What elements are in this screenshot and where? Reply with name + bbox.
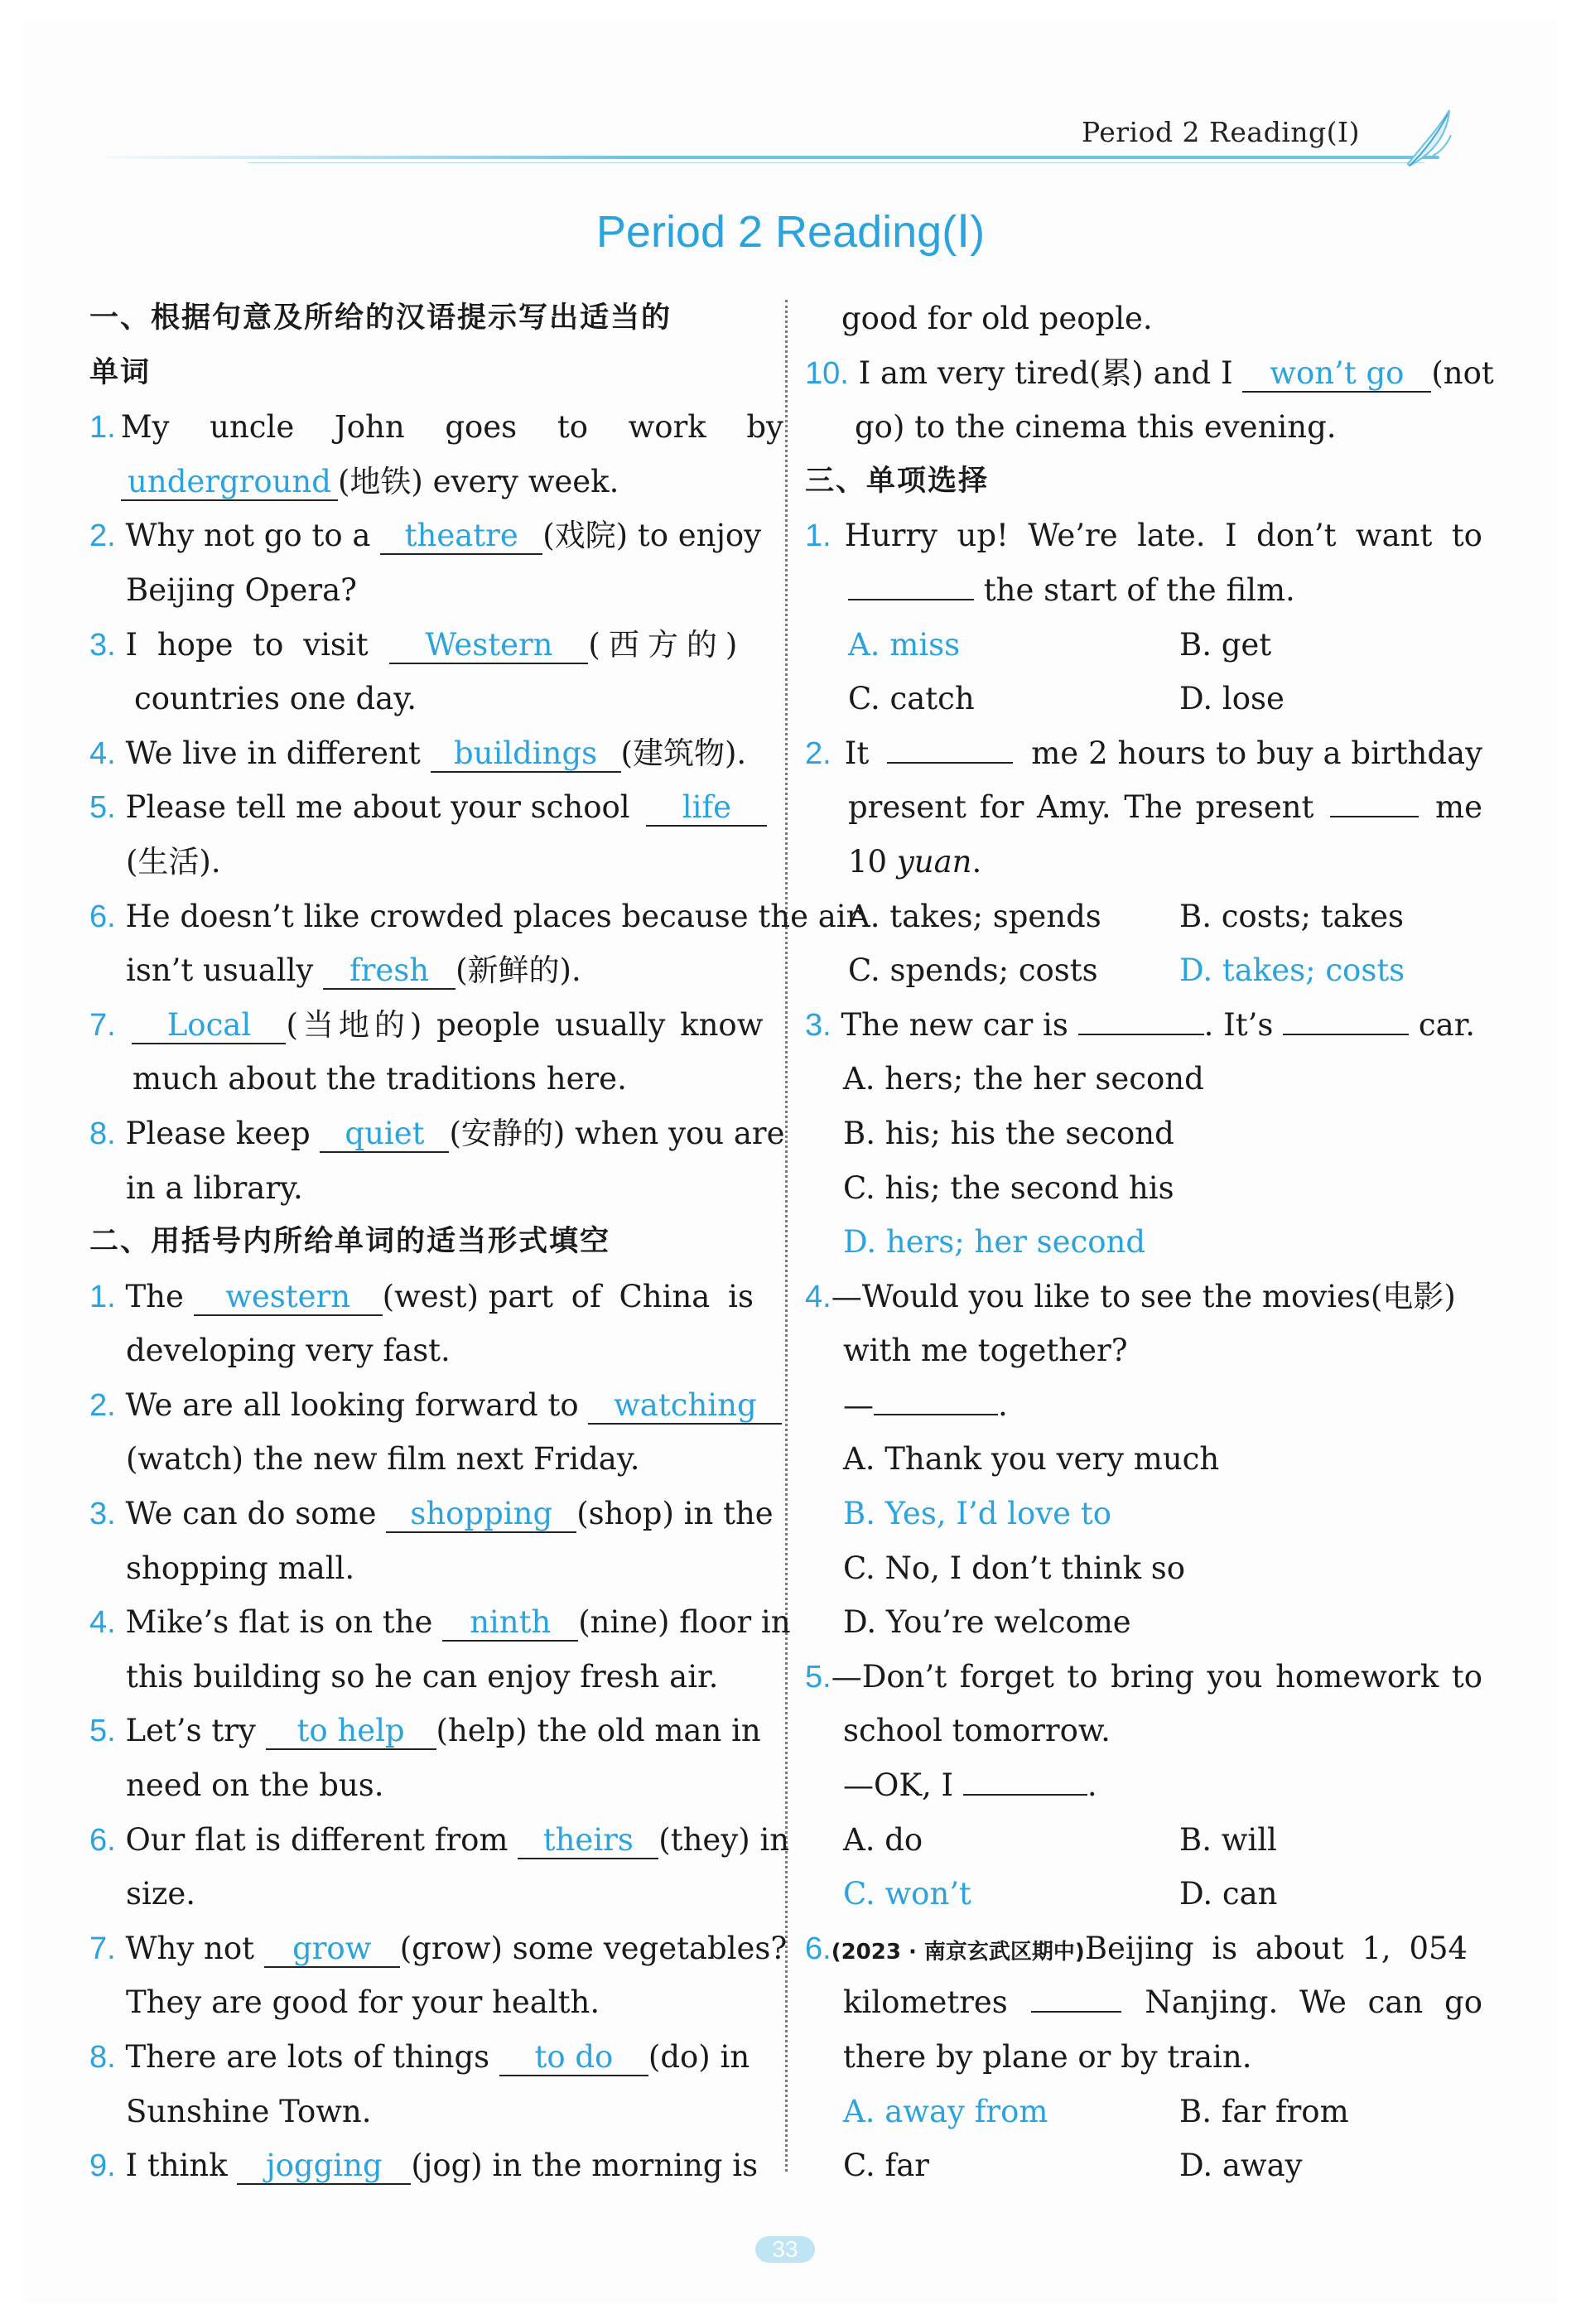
s2-q9: 9. I think jogging (jog) in the morning is: [89, 2148, 759, 2184]
header-rule-thin: [248, 162, 1424, 163]
option-b[interactable]: B. Yes, I’d love to: [843, 1496, 1111, 1532]
answer-blank[interactable]: [1330, 816, 1419, 817]
s1-q2-cont: Beijing Opera?: [126, 571, 357, 608]
s1-q7: 7. Local (当地的) people usually know: [89, 1006, 764, 1043]
answer-blank[interactable]: theatre: [380, 518, 542, 555]
s2-q8-cont: Sunshine Town.: [126, 2093, 372, 2129]
option-a[interactable]: A. Thank you very much: [843, 1441, 1220, 1478]
option-a[interactable]: A. takes; spends: [848, 898, 1101, 934]
option-a[interactable]: A. hers; the her second: [843, 1061, 1204, 1097]
option-d[interactable]: D. away: [1179, 2148, 1303, 2184]
s2-q1-cont: developing very fast.: [126, 1333, 451, 1369]
s3-q5-options-cd: [805, 1867, 1482, 1921]
right-column: [805, 292, 1494, 2193]
option-d[interactable]: D. takes; costs: [1179, 952, 1405, 989]
s3-q3: 3. The new car is . It’s car.: [805, 1006, 1476, 1043]
s1-q2: 2. Why not go to a theatre (戏院) to enjoy: [89, 518, 762, 554]
s3-q5-options-ab: [805, 1813, 1482, 1868]
answer-blank[interactable]: [1031, 2011, 1122, 2013]
s3-q2-options-cd: [805, 943, 1482, 998]
page-number: 33: [755, 2236, 815, 2263]
s1-q7-cont: much about the traditions here.: [133, 1061, 627, 1097]
s3-q5-cont2: —OK, I .: [843, 1767, 1097, 1804]
answer-blank[interactable]: watching: [588, 1388, 782, 1425]
s2-q4: 4. Mike’s flat is on the ninth (nine) floor in: [89, 1604, 791, 1641]
answer-blank[interactable]: to do: [499, 2040, 648, 2076]
option-b[interactable]: B. far from: [1179, 2093, 1349, 2129]
s3-q4-cont: with me together?: [843, 1333, 1128, 1369]
option-a[interactable]: A. away from: [843, 2093, 1048, 2129]
s3-q6-cont2: there by plane or by train.: [843, 2039, 1252, 2075]
option-c[interactable]: C. spends; costs: [848, 952, 1098, 989]
s3-q1: 1. Hurry up! We’re late. I don’t want to: [805, 518, 1482, 554]
option-d[interactable]: D. can: [1179, 1876, 1278, 1912]
s3-q6: 6.(2023 · 南京玄武区期中)Beijing is about 1, 054: [805, 1930, 1468, 1966]
option-b[interactable]: B. get: [1179, 626, 1272, 663]
s2-q5-cont: need on the bus.: [126, 1767, 384, 1804]
s2-q9-cont: good for old people.: [841, 301, 1153, 336]
answer-blank[interactable]: quiet: [320, 1116, 449, 1153]
running-head: Period 2 Reading(Ⅰ): [1082, 116, 1360, 148]
s2-q3-cont: shopping mall.: [126, 1550, 355, 1586]
answer-blank[interactable]: fresh: [323, 953, 456, 990]
answer-blank[interactable]: ninth: [442, 1605, 578, 1642]
option-c[interactable]: C. won’t: [843, 1876, 971, 1912]
answer-blank[interactable]: Western: [389, 628, 588, 664]
s3-q1-cont: the start of the film.: [805, 563, 1482, 618]
source-tag: (2023 · 南京玄武区期中): [831, 1939, 1085, 1965]
s2-q7-cont: They are good for your health.: [126, 1984, 600, 2021]
option-c[interactable]: C. No, I don’t think so: [843, 1550, 1186, 1586]
s2-q6: 6. Our flat is different from theirs (they) in: [89, 1821, 790, 1858]
answer-blank[interactable]: [887, 762, 1013, 764]
s3-q5: 5. —Don’t forget to bring you homework to: [805, 1658, 1482, 1695]
answer-blank[interactable]: western: [194, 1280, 383, 1316]
s1-q8: 8. Please keep quiet (安静的) when you are: [89, 1115, 785, 1151]
s1-q6: 6. He doesn’t like crowded places because the air: [89, 898, 861, 934]
answer-blank[interactable]: [963, 1794, 1087, 1796]
s3-q2-cont2: 10 yuan.: [848, 843, 982, 880]
s2-q3: 3. We can do some shopping (shop) in the: [89, 1496, 774, 1532]
answer-blank[interactable]: buildings: [431, 736, 621, 773]
feather-logo-icon: [1400, 106, 1458, 172]
section3-heading: 三、单项选择: [805, 464, 990, 498]
s1-q4: 4. We live in different buildings (建筑物).: [89, 735, 747, 771]
option-d[interactable]: D. hers; her second: [843, 1224, 1146, 1261]
s3-q5-cont: school tomorrow.: [843, 1713, 1111, 1749]
s2-q10: 10. I am very tired(累) and I won’t go (not: [805, 354, 1494, 391]
s2-q4-cont: this building so he can enjoy fresh air.: [126, 1658, 719, 1695]
answer-blank[interactable]: [874, 1414, 998, 1415]
option-c[interactable]: C. far: [843, 2148, 929, 2184]
s1-q1: 1. My uncle John goes to work by: [89, 400, 783, 455]
section2-heading: 二、用括号内所给单词的适当形式填空: [89, 1225, 611, 1259]
left-column: [89, 292, 861, 2193]
option-b[interactable]: B. costs; takes: [1179, 898, 1405, 934]
answer-blank[interactable]: Local: [132, 1008, 286, 1044]
answer-blank[interactable]: jogging: [237, 2148, 411, 2185]
s3-q1-options-ab: [805, 618, 1482, 673]
s3-q2-cont: present for Amy. The present me: [848, 789, 1482, 826]
s2-q1: 1. The western (west) part of China is: [89, 1278, 754, 1314]
s1-q8-cont: in a library.: [126, 1169, 303, 1206]
s3-q6-options-ab: [805, 2085, 1482, 2139]
s3-q2-options-ab: [805, 890, 1482, 944]
s3-q2: 2. It me 2 hours to buy a birthday: [805, 735, 1482, 771]
answer-blank[interactable]: theirs: [518, 1823, 658, 1859]
answer-blank[interactable]: won’t go: [1242, 356, 1431, 393]
answer-blank[interactable]: to help: [266, 1714, 436, 1750]
s2-q7: 7. Why not grow (grow) some vegetables?: [89, 1930, 788, 1966]
s2-q2-cont: (watch) the new film next Friday.: [126, 1441, 640, 1478]
s3-q1-options-cd: [805, 672, 1482, 726]
option-d[interactable]: D. You’re welcome: [843, 1604, 1131, 1641]
s3-q6-options-cd: [805, 2138, 1482, 2193]
s2-q8: 8. There are lots of things to do (do) in: [89, 2039, 750, 2075]
answer-blank[interactable]: life: [646, 790, 767, 827]
s3-q4-cont2: — .: [843, 1386, 1008, 1423]
s1-q5: 5. Please tell me about your school life: [89, 780, 783, 835]
s1-q3: 3. I hope to visit Western (西方的): [89, 626, 746, 663]
s1-q5-cont: (生活).: [126, 843, 221, 880]
page-title: Period 2 Reading(Ⅰ): [595, 207, 986, 257]
header-rule: [106, 156, 1439, 159]
s2-q2: 2. We are all looking forward to watching: [89, 1378, 783, 1433]
section1-heading: 一、根据句意及所给的汉语提示写出适当的: [89, 301, 672, 335]
answer-blank[interactable]: grow: [264, 1931, 400, 1968]
section1-heading-cont: 单词: [89, 355, 152, 389]
s3-q6-cont: kilometres Nanjing. We can go: [843, 1984, 1482, 2021]
answer-blank[interactable]: [1078, 1034, 1204, 1035]
s2-q10-cont: go) to the cinema this evening.: [855, 409, 1337, 446]
answer-blank[interactable]: shopping: [386, 1497, 576, 1533]
answer-blank[interactable]: [1283, 1034, 1409, 1035]
option-a[interactable]: A. miss: [848, 626, 961, 663]
option-c[interactable]: C. catch: [848, 681, 975, 717]
option-b[interactable]: B. will: [1179, 1821, 1277, 1858]
s1-q1-cont: underground (地铁) every week.: [89, 455, 783, 509]
s3-q4: 4.—Would you like to see the movies(电影): [805, 1278, 1456, 1314]
option-c[interactable]: C. his; the second his: [843, 1169, 1174, 1206]
s1-q6-cont: isn’t usually fresh (新鲜的).: [126, 952, 581, 989]
column-divider: [785, 300, 788, 2172]
question-number: 1.: [89, 410, 116, 446]
option-a[interactable]: A. do: [843, 1821, 923, 1858]
s2-q5: 5. Let’s try to help (help) the old man in: [89, 1713, 761, 1749]
option-b[interactable]: B. his; his the second: [843, 1115, 1174, 1151]
answer-blank[interactable]: [848, 599, 974, 600]
answer-blank[interactable]: underground: [121, 465, 338, 501]
option-d[interactable]: D. lose: [1179, 681, 1285, 717]
s1-q3-cont: countries one day.: [134, 681, 417, 717]
s2-q6-cont: size.: [126, 1876, 195, 1912]
